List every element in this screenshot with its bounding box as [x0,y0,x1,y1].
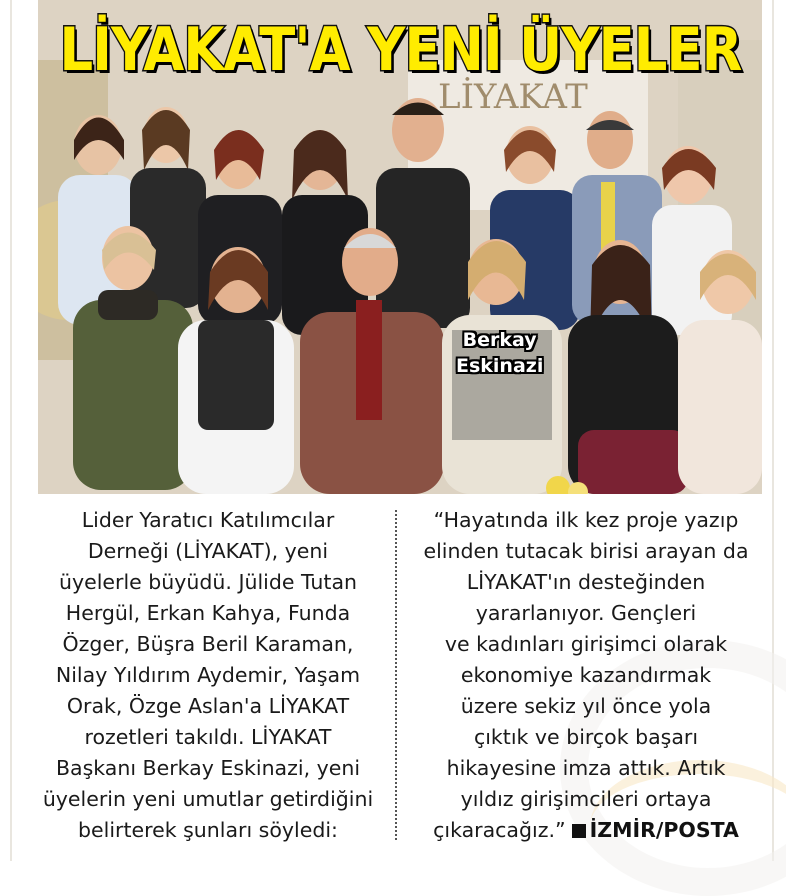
body-line: Hergül, Erkan Kahya, Funda [65,601,351,625]
body-line: elinden tutacak birisi arayan da [423,539,749,563]
body-line-last [410,815,762,846]
body-line: üyelerle büyüdü. Jülide Tutan [58,570,358,594]
column-divider [395,510,397,840]
photo-caption [456,327,543,379]
body-line: Lider Yaratıcı Katılımcılar [81,508,335,532]
body-line: çıktık ve birçok başarı [473,725,699,749]
headline-text: LİYAKAT'A YENİ ÜYELER [59,15,743,85]
body-line: üzere sekiz yıl önce yola [460,694,712,718]
body-line: Derneği (LİYAKAT), yeni [87,539,329,563]
body-line: belirterek şunları söyledi: [78,818,338,842]
byline-signature: İZMİR/POSTA [589,818,739,842]
signature-square-icon [572,824,586,838]
body-line: Başkanı Berkay Eskinazi, yeni [55,756,361,780]
body-line: hikayesine imza attık. Artık [446,756,726,780]
backdrop-logo: LİYAKAT [438,77,588,117]
body-line: üyelerin yeni umutlar getirdiğini [42,787,374,811]
body-line: ve kadınları girişimci olarak [444,632,728,656]
right-column [410,505,762,846]
body-line: “Hayatında ilk kez proje yazıp [433,508,739,532]
headline [40,0,762,100]
body-line: yıldız girişimcileri ortaya [460,787,712,811]
body-line: Orak, Özge Aslan'a LİYAKAT [66,694,350,718]
closing-quote-line: çıkaracağız.” [433,818,566,842]
body-line: Özger, Büşra Beril Karaman, [62,632,354,656]
left-column [38,505,378,846]
body-line: LİYAKAT'ın desteğinden [466,570,706,594]
body-line: ekonomiye kazandırmak [460,663,712,687]
body-line: rozetleri takıldı. LİYAKAT [84,725,332,749]
body-line: yararlanıyor. Gençleri [475,601,697,625]
left-border [10,0,12,861]
caption-last-name: Eskinazi [456,355,544,377]
body-line: Nilay Yıldırım Aydemir, Yaşam [55,663,361,687]
caption-first-name: Berkay [462,329,537,351]
